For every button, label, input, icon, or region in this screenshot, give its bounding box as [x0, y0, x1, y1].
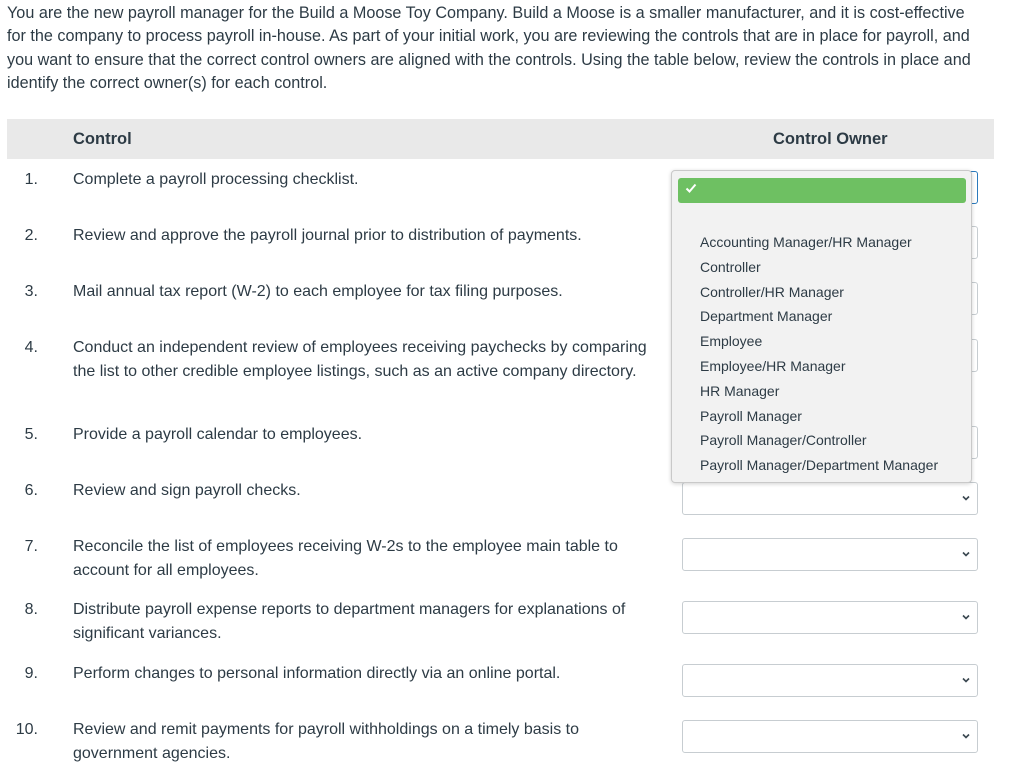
dropdown-option[interactable]: Accounting Manager/HR Manager: [700, 234, 912, 250]
row-number: 7.: [24, 538, 38, 555]
dropdown-option[interactable]: HR Manager: [700, 382, 780, 399]
control-text: Review and remit payments for payroll withholdings on a timely basis to government agencies.: [73, 721, 580, 762]
column-header-control-owner: Control Owner: [773, 130, 888, 148]
control-text: Review and sign payroll checks.: [73, 482, 301, 499]
row-number: 6.: [24, 482, 38, 499]
control-text: Distribute payroll expense reports to department managers for explanations of significant variances.: [73, 601, 626, 642]
control-text: Mail annual tax report (W-2) to each employee for tax filing purposes.: [73, 283, 563, 300]
column-header-control: Control: [73, 130, 132, 148]
dropdown-option[interactable]: Payroll Manager: [700, 407, 802, 424]
chevron-down-icon: [960, 548, 972, 560]
control-text: Review and approve the payroll journal prior to distribution of payments.: [73, 227, 582, 244]
control-text: Conduct an independent review of employees receiving paychecks by comparing the list to other credible employee listings, such as an active company directory.: [73, 339, 647, 380]
row-number: 1.: [24, 171, 38, 188]
instructions-text: You are the new payroll manager for the Build a Moose Toy Company. Build a Moose is a smaller manufacturer, and it is cost-effective for the company to process payroll in-house. As part of your initial work, you are reviewing the controls that are in place for payroll, and you want to ensure that the correct control owners are aligned with the controls. Using the table below, review the controls in place and identify the correct owner(s) for each control.: [7, 4, 971, 92]
dropdown-option[interactable]: Department Manager: [700, 308, 833, 325]
row-number: 4.: [24, 339, 38, 356]
row-number: 9.: [24, 665, 38, 682]
control-owner-dropdown-list: [671, 170, 972, 483]
dropdown-option[interactable]: Controller: [700, 258, 761, 275]
chevron-down-icon: [960, 492, 972, 504]
dropdown-option[interactable]: Payroll Manager/Controller: [700, 432, 867, 449]
chevron-down-icon: [960, 611, 972, 623]
checkmark-icon: [684, 181, 698, 195]
control-owner-select-6[interactable]: [682, 482, 978, 515]
control-owner-select-10[interactable]: [682, 720, 978, 753]
chevron-down-icon: [960, 674, 972, 686]
control-owner-select-8[interactable]: [682, 601, 978, 634]
chevron-down-icon: [960, 730, 972, 742]
row-number: 8.: [24, 601, 38, 618]
row-number: 3.: [24, 283, 38, 300]
dropdown-option[interactable]: Payroll Manager/Department Manager: [700, 457, 939, 474]
row-number: 5.: [24, 426, 38, 443]
dropdown-selected-empty-option[interactable]: [678, 178, 966, 203]
row-number: 10.: [15, 721, 38, 738]
dropdown-option[interactable]: Controller/HR Manager: [700, 283, 844, 300]
control-owner-select-7[interactable]: [682, 538, 978, 571]
dropdown-option[interactable]: Employee: [700, 333, 763, 350]
control-text: Reconcile the list of employees receiving W-2s to the employee main table to account for all employees.: [73, 538, 618, 579]
control-owner-select-9[interactable]: [682, 664, 978, 697]
control-text: Perform changes to personal information directly via an online portal.: [73, 665, 561, 682]
table-header: [7, 119, 994, 159]
row-number: 2.: [24, 227, 38, 244]
dropdown-option[interactable]: Employee/HR Manager: [700, 357, 846, 374]
control-text: Provide a payroll calendar to employees.: [73, 426, 363, 443]
control-text: Complete a payroll processing checklist.: [73, 171, 359, 188]
